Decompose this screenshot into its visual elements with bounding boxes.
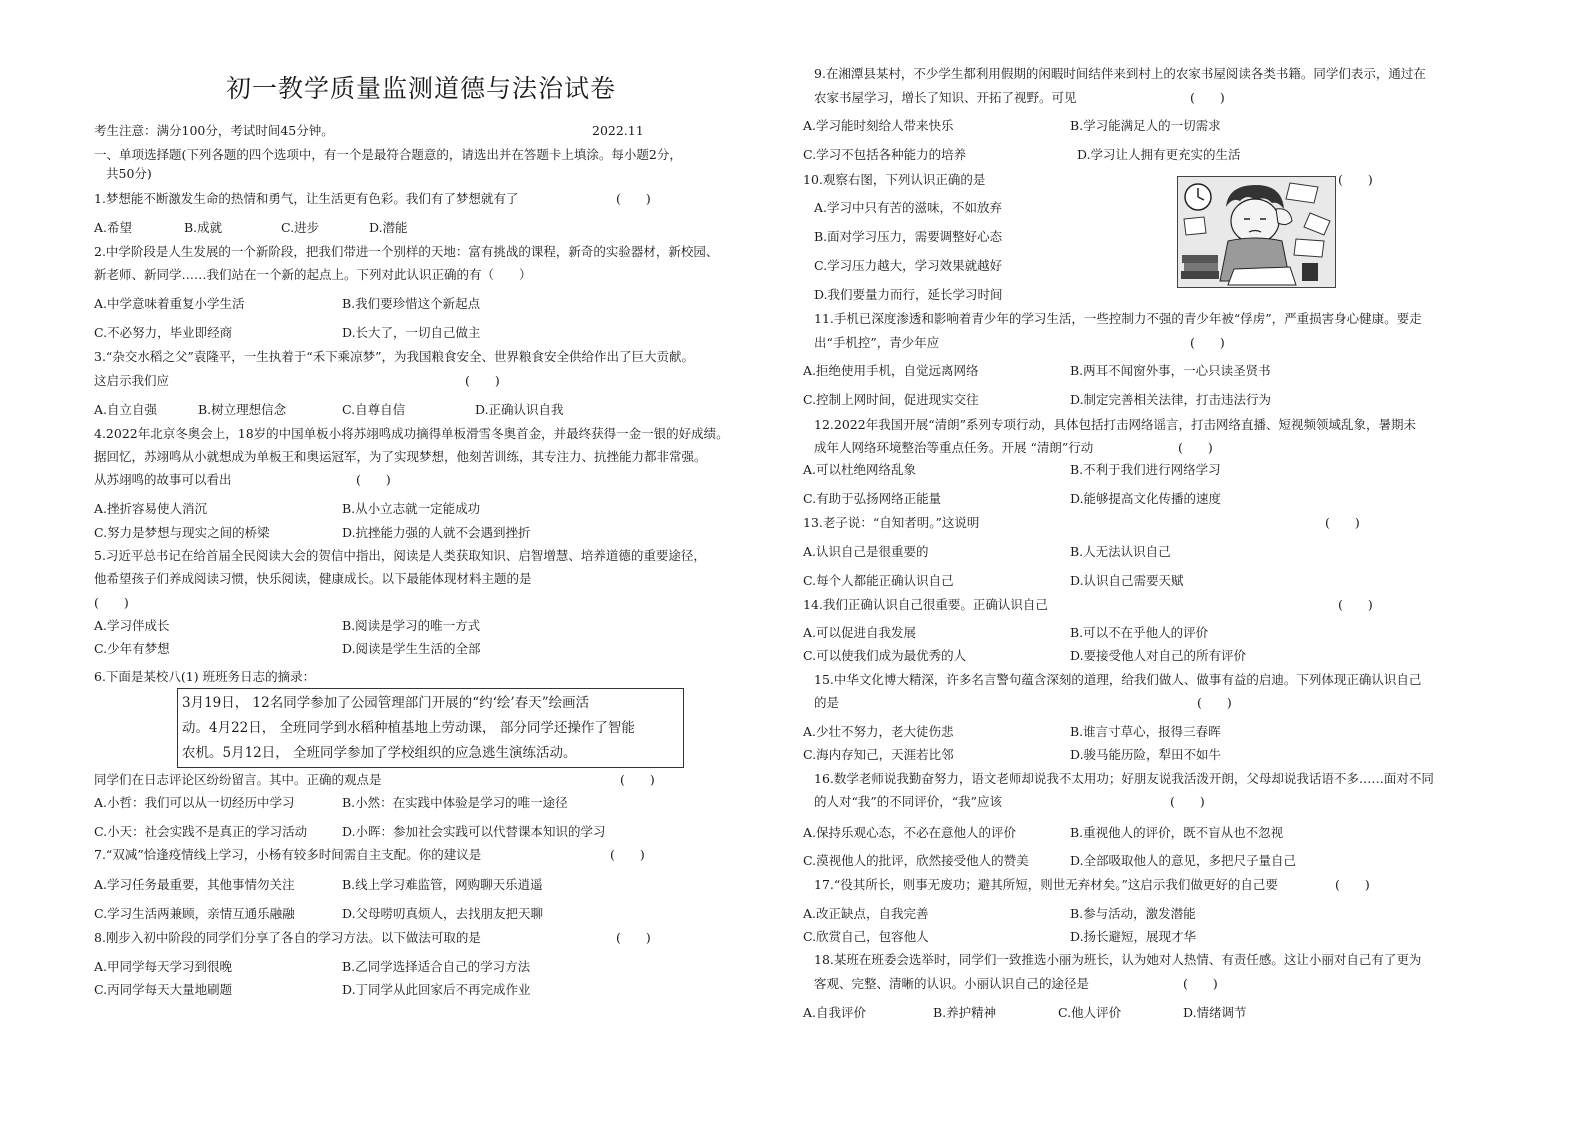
- q11-stem-line1: 11.手机已深度渗透和影响着青少年的学习生活，一些控制力不强的青少年被“俘虏”，严重损害身心健康。要走: [814, 311, 1422, 326]
- q1-option-b: B.成就: [184, 220, 223, 235]
- q9-option-d: D.学习让人拥有更充实的生活: [1077, 147, 1241, 162]
- q12-option-b: B.不利于我们进行网络学习: [1070, 462, 1221, 477]
- q13-option-a: A.认识自己是很重要的: [803, 544, 929, 559]
- q17-option-b: B.参与活动，激发潜能: [1070, 906, 1196, 921]
- q4-stem-line1: 4.2022年北京冬奥会上，18岁的中国单板小将苏翊鸣成功摘得单板滑雪冬奥首金，并最终获得一金一银的好成绩。: [94, 426, 729, 441]
- q16-answer-paren: ( ): [1170, 794, 1205, 809]
- q9-option-c: C.学习不包括各种能力的培养: [803, 147, 967, 162]
- q7-option-b: B.线上学习难监管，网购聊天乐逍遥: [342, 877, 543, 892]
- q11-option-a: A.拒绝使用手机，自觉远离网络: [803, 363, 979, 378]
- q14-option-d: D.要接受他人对自己的所有评价: [1070, 648, 1247, 663]
- q1-option-a: A.希望: [94, 220, 133, 235]
- q10-option-c: C.学习压力越大，学习效果就越好: [814, 258, 1003, 273]
- q10-option-d: D.我们要量力而行，延长学习时间: [814, 287, 1003, 302]
- q14-option-c: C.可以使我们成为最优秀的人: [803, 648, 967, 663]
- q15-option-a: A.少壮不努力，老大徒伤悲: [803, 724, 954, 739]
- q2-option-d: D.长大了，一切自己做主: [342, 325, 481, 340]
- class-log-line: 动。4月22日， 全班同学到水稻种植基地上劳动课， 部分同学还操作了智能: [182, 720, 635, 736]
- q9-stem-line2: 农家书屋学习，增长了知识、开拓了视野。可见: [814, 90, 1077, 105]
- student-drawing: [1178, 177, 1335, 287]
- q10-stem: 10.观察右图，下列认识正确的是: [803, 172, 986, 187]
- q8-option-c: C.丙同学每天大量地刷题: [94, 982, 233, 997]
- q14-stem: 14.我们正确认识自己很重要。正确认识自己: [803, 597, 1048, 612]
- q8-stem: 8.刚步入初中阶段的同学们分享了各自的学习方法。以下做法可取的是: [94, 930, 481, 945]
- q11-option-b: B.两耳不闻窗外事，一心只读圣贤书: [1070, 363, 1271, 378]
- q10-option-b: B.面对学习压力，需要调整好心态: [814, 229, 1003, 244]
- q11-option-c: C.控制上网时间，促进现实交往: [803, 392, 979, 407]
- q14-answer-paren: ( ): [1338, 597, 1373, 612]
- q4-stem-line2: 据回忆，苏翊鸣从小就想成为单板王和奥运冠军，为了实现梦想，他刻苦训练，其专注力、抗挫能力都非常强。: [94, 449, 707, 464]
- q3-option-d: D.正确认识自我: [475, 402, 564, 417]
- q3-option-c: C.自尊自信: [342, 402, 406, 417]
- q11-answer-paren: ( ): [1190, 335, 1225, 350]
- q5-option-d: D.阅读是学生生活的全部: [342, 641, 481, 656]
- q14-option-a: A.可以促进自我发展: [803, 625, 917, 640]
- q17-option-a: A.改正缺点，自我完善: [803, 906, 929, 921]
- q9-option-a: A.学习能时刻给人带来快乐: [803, 118, 954, 133]
- q17-answer-paren: ( ): [1335, 877, 1370, 892]
- q5-stem-line2: 他希望孩子们养成阅读习惯，快乐阅读，健康成长。以下最能体现材料主题的是: [94, 571, 532, 586]
- q5-option-b: B.阅读是学习的唯一方式: [342, 618, 481, 633]
- q5-option-a: A.学习伴成长: [94, 618, 170, 633]
- q17-stem: 17.“役其所长，则事无废功；避其所短，则世无弃材矣。”这启示我们做更好的自己要: [814, 877, 1278, 892]
- q13-option-d: D.认识自己需要天赋: [1070, 573, 1184, 588]
- q5-option-c: C.少年有梦想: [94, 641, 170, 656]
- q12-option-c: C.有助于弘扬网络正能量: [803, 491, 942, 506]
- q4-option-b: B.从小立志就一定能成功: [342, 501, 481, 516]
- q13-option-b: B.人无法认识自己: [1070, 544, 1171, 559]
- q12-option-d: D.能够提高文化传播的速度: [1070, 491, 1222, 506]
- q1-stem: 1.梦想能不断激发生命的热情和勇气，让生活更有色彩。我们有了梦想就有了: [94, 191, 519, 206]
- q6-option-d: D.小晖：参加社会实践可以代替课本知识的学习: [342, 824, 606, 839]
- q16-option-d: D.全部吸取他人的意见，多把尺子量自己: [1070, 853, 1297, 868]
- q4-stem-line3: 从苏翊鸣的故事可以看出: [94, 472, 232, 487]
- q3-stem-line1: 3.“杂交水稻之父”袁隆平，一生执着于“禾下乘凉梦”，为我国粮食安全、世界粮食安全供给作出了巨大贡献。: [94, 349, 694, 364]
- q10-answer-paren: ( ): [1338, 172, 1373, 187]
- section-heading-cont: 共50分): [106, 166, 152, 181]
- q8-option-b: B.乙同学选择适合自己的学习方法: [342, 959, 531, 974]
- q16-option-c: C.漠视他人的批评，欣然接受他人的赞美: [803, 853, 1029, 868]
- class-log-line: 农机。5月12日， 全班同学参加了学校组织的应急逃生演练活动。: [182, 745, 577, 761]
- stressed-student-illustration: [1177, 176, 1336, 288]
- q12-stem-line1: 12.2022年我国开展“清朗”系列专项行动，具体包括打击网络谣言，打击网络直播、短视频领域乱象，暑期未: [814, 417, 1416, 432]
- q6-option-a: A.小哲：我们可以从一切经历中学习: [94, 795, 295, 810]
- q3-option-a: A.自立自强: [94, 402, 158, 417]
- q6-stem: 6.下面是某校八(1) 班班务日志的摘录：: [94, 669, 316, 684]
- q10-option-a: A.学习中只有苦的滋味，不如放弃: [814, 200, 1003, 215]
- q18-stem-line2: 客观、完整、清晰的认识。小丽认识自己的途径是: [814, 976, 1090, 991]
- q6-stem-2: 同学们在日志评论区纷纷留言。其中。正确的观点是: [94, 772, 382, 787]
- q7-answer-paren: ( ): [610, 847, 645, 862]
- q3-option-b: B.树立理想信念: [198, 402, 287, 417]
- q4-option-a: A.挫折容易使人消沉: [94, 501, 208, 516]
- q1-option-c: C.进步: [281, 220, 320, 235]
- exam-date: 2022.11: [592, 123, 644, 138]
- q14-option-b: B.可以不在乎他人的评价: [1070, 625, 1209, 640]
- q15-stem-line1: 15.中华文化博大精深，许多名言警句蕴含深刻的道理，给我们做人、做事有益的启迪。下列体现正确认识自己: [814, 672, 1422, 687]
- q3-answer-paren: ( ): [465, 373, 500, 388]
- q2-option-c: C.不必努力，毕业即经商: [94, 325, 233, 340]
- q4-option-c: C.努力是梦想与现实之间的桥梁: [94, 525, 270, 540]
- q5-stem-line1: 5.习近平总书记在给首届全民阅读大会的贺信中指出，阅读是人类获取知识、启智增慧、培养道德的重要途径，: [94, 548, 706, 563]
- q18-stem-line1: 18.某班在班委会选举时，同学们一致推选小丽为班长，认为她对人热情、有责任感。这让小丽对自己有了更为: [814, 952, 1422, 967]
- q18-answer-paren: ( ): [1183, 976, 1218, 991]
- q4-option-d: D.抗挫能力强的人就不会遇到挫折: [342, 525, 531, 540]
- q12-answer-paren: ( ): [1178, 440, 1213, 455]
- q6-option-c: C.小天：社会实践不是真正的学习活动: [94, 824, 308, 839]
- q15-option-b: B.谁言寸草心，报得三春晖: [1070, 724, 1221, 739]
- q7-stem: 7.“双减”恰逢疫情线上学习，小杨有较多时间需自主支配。你的建议是: [94, 847, 482, 862]
- q7-option-d: D.父母唠叨真烦人，去找朋友把天聊: [342, 906, 544, 921]
- q13-stem: 13.老子说：“自知者明。”这说明: [803, 515, 980, 530]
- q16-option-b: B.重视他人的评价，既不盲从也不忽视: [1070, 825, 1284, 840]
- q6-option-b: B.小然：在实践中体验是学习的唯一途径: [342, 795, 568, 810]
- q9-stem-line1: 9.在湘潭县某村，不少学生都利用假期的闲暇时间结伴来到村上的农家书屋阅读各类书籍。同学们表示，通过在: [814, 66, 1426, 81]
- q3-stem-line2: 这启示我们应: [94, 373, 170, 388]
- q13-answer-paren: ( ): [1325, 515, 1360, 530]
- class-log-excerpt-box: [177, 688, 684, 768]
- q12-stem-line2: 成年人网络环境整治等重点任务。开展 “清朗”行动: [814, 440, 1094, 455]
- q5-answer-paren: ( ): [94, 595, 129, 610]
- q16-option-a: A.保持乐观心态，不必在意他人的评价: [803, 825, 1017, 840]
- exam-notice: 考生注意：满分100分，考试时间45分钟。: [94, 123, 334, 138]
- q1-option-d: D.潜能: [369, 220, 408, 235]
- q7-option-c: C.学习生活两兼顾，亲情互通乐融融: [94, 906, 295, 921]
- q2-option-a: A.中学意味着重复小学生活: [94, 296, 245, 311]
- q12-option-a: A.可以杜绝网络乱象: [803, 462, 917, 477]
- q18-option-b: B.养护精神: [933, 1005, 997, 1020]
- q11-option-d: D.制定完善相关法律，打击违法行为: [1070, 392, 1272, 407]
- q18-option-a: A.自我评价: [803, 1005, 867, 1020]
- q7-option-a: A.学习任务最重要，其他事情勿关注: [94, 877, 295, 892]
- q9-answer-paren: ( ): [1190, 90, 1225, 105]
- q6-answer-paren: ( ): [620, 772, 655, 787]
- q18-option-c: C.他人评价: [1058, 1005, 1122, 1020]
- q2-stem-line1: 2.中学阶段是人生发展的一个新阶段，把我们带进一个别样的天地：富有挑战的课程，新奇的实验器材，新校园、: [94, 244, 719, 259]
- q15-option-c: C.海内存知己，天涯若比邻: [803, 747, 954, 762]
- q17-option-c: C.欣赏自己，包容他人: [803, 929, 929, 944]
- q15-stem-line2: 的是: [814, 695, 840, 710]
- q15-answer-paren: ( ): [1197, 695, 1232, 710]
- q18-option-d: D.情绪调节: [1183, 1005, 1247, 1020]
- q2-option-b: B.我们要珍惜这个新起点: [342, 296, 481, 311]
- q16-stem-line1: 16.数学老师说我勤奋努力，语文老师却说我不太用功；好朋友说我活泼开朗，父母却说我话语不多……面对不同: [814, 771, 1434, 786]
- q15-option-d: D.骏马能历险，犁田不如牛: [1070, 747, 1222, 762]
- q13-option-c: C.每个人都能正确认识自己: [803, 573, 954, 588]
- q2-stem-line2: 新老师、新同学……我们站在一个新的起点上。下列对此认识正确的有（ ）: [94, 267, 532, 282]
- class-log-line: 3月19日， 12名同学参加了公园管理部门开展的“约‘绘’春天”绘画活: [182, 695, 590, 711]
- q11-stem-line2: 出“手机控”，青少年应: [814, 335, 940, 350]
- q8-answer-paren: ( ): [616, 930, 651, 945]
- q16-stem-line2: 的人对“我”的不同评价，“我”应该: [814, 794, 1003, 809]
- q8-option-d: D.丁同学从此回家后不再完成作业: [342, 982, 531, 997]
- q8-option-a: A.甲同学每天学习到很晚: [94, 959, 233, 974]
- q1-answer-paren: ( ): [616, 191, 651, 206]
- section-heading: 一、单项选择题(下列各题的四个选项中，有一个是最符合题意的，请选出并在答题卡上填涂。每小题2分，: [94, 147, 682, 162]
- exam-title: 初一教学质量监测道德与法治试卷: [226, 74, 617, 103]
- q4-answer-paren: ( ): [356, 472, 391, 487]
- q9-option-b: B.学习能满足人的一切需求: [1070, 118, 1221, 133]
- q17-option-d: D.扬长避短，展现才华: [1070, 929, 1197, 944]
